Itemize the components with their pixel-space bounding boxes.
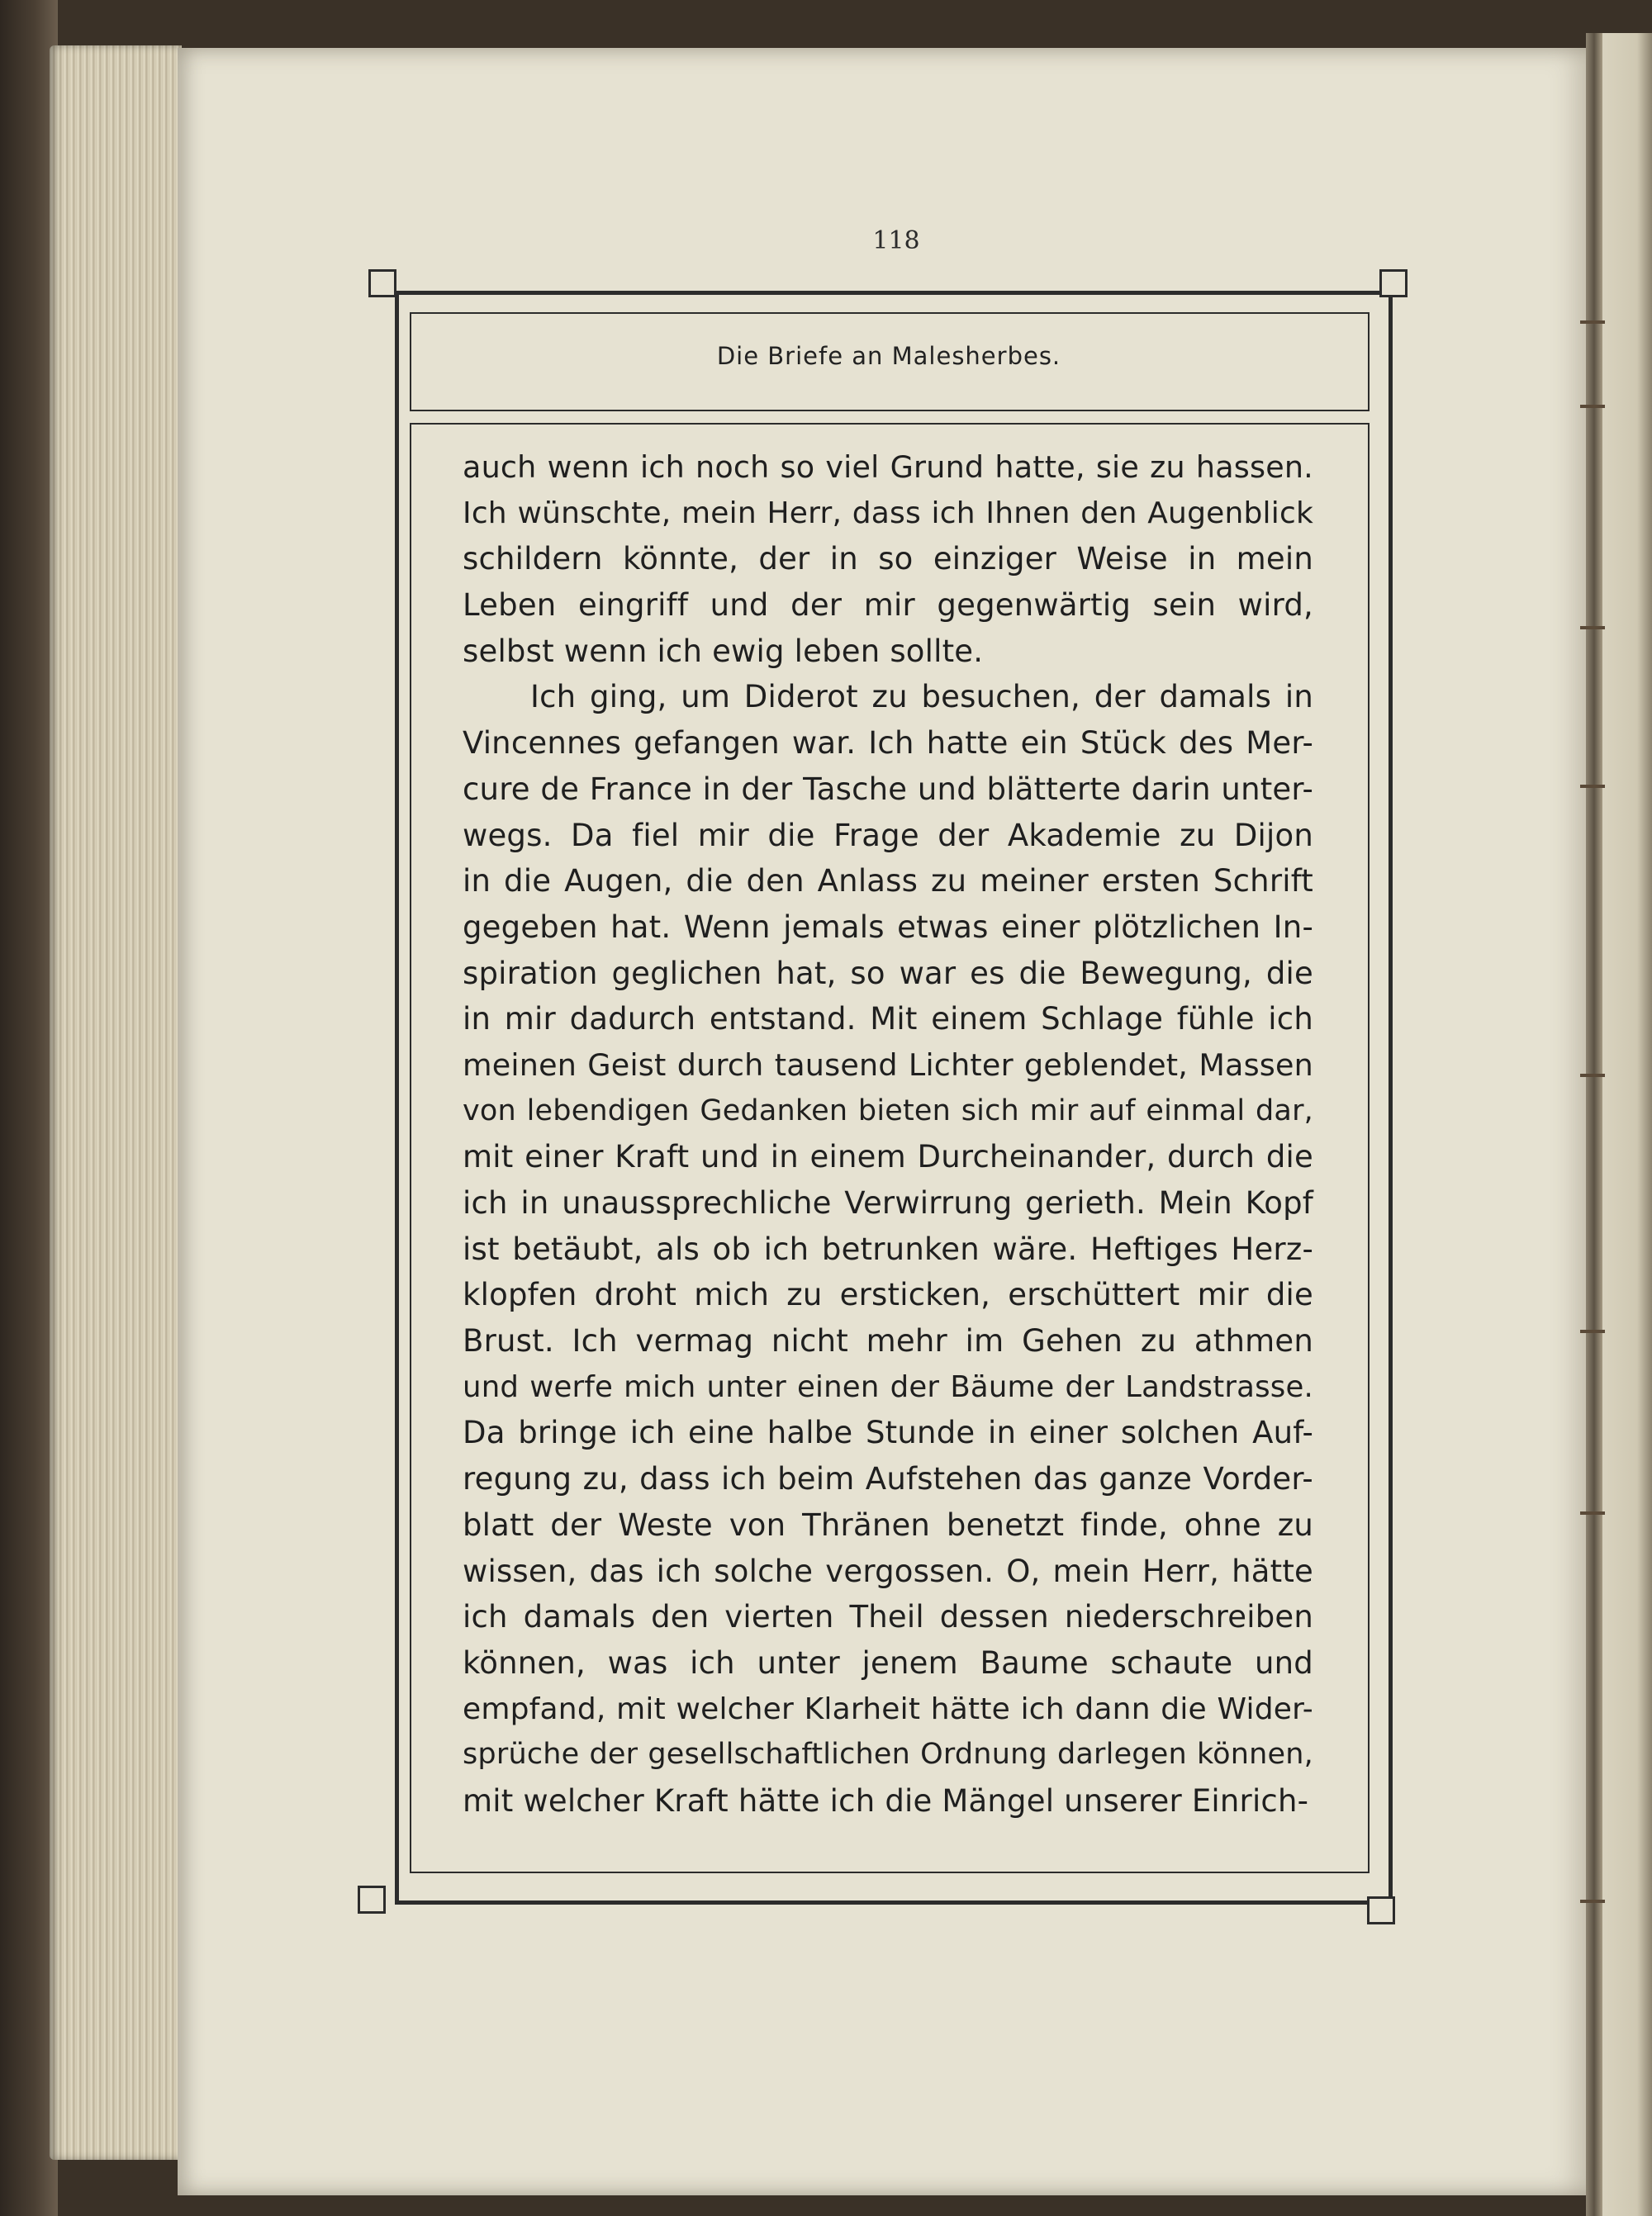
text-line: können, was ich unter jenem Baume schaute und bbox=[463, 1644, 1313, 1681]
text-line: sprüche der gesellschaftlichen Ordnung darlegen können, bbox=[463, 1738, 1313, 1772]
text-line: selbst wenn ich ewig leben sollte. bbox=[463, 633, 984, 669]
binding-thread-mark bbox=[1580, 320, 1605, 324]
text-line: mit einer Kraft und in einem Durcheinander, durch die bbox=[463, 1139, 1313, 1175]
text-line: Vincennes gefangen war. Ich hatte ein Stück des Mer- bbox=[463, 725, 1313, 762]
binding-thread-mark bbox=[1580, 405, 1605, 408]
text-line: ich damals den vierten Theil dessen niederschreiben bbox=[463, 1599, 1313, 1635]
text-line: wegs. Da fiel mir die Frage der Akademie zu Dijon bbox=[463, 817, 1313, 853]
binding-thread-mark bbox=[1580, 1074, 1605, 1077]
text-line: auch wenn ich noch so viel Grund hatte, sie zu hassen. bbox=[463, 449, 1313, 485]
book-gutter bbox=[1586, 33, 1602, 2216]
frame-corner-top-right bbox=[1379, 269, 1408, 297]
text-line: und werfe mich unter einen der Bäume der Landstrasse. bbox=[463, 1369, 1313, 1404]
running-head: Die Briefe an Malesherbes. bbox=[716, 342, 1061, 370]
frame-corner-top-left bbox=[368, 269, 396, 297]
binding-thread-mark bbox=[1580, 626, 1605, 629]
book-page-edges bbox=[50, 45, 182, 2160]
text-line: wissen, das ich solche vergossen. O, mein Herr, hätte bbox=[463, 1553, 1313, 1589]
text-line: ist betäubt, als ob ich betrunken wäre. Heftiges Herz- bbox=[463, 1231, 1313, 1267]
frame-corner-bottom-left bbox=[358, 1886, 386, 1914]
facing-page-edge bbox=[1602, 33, 1652, 2216]
text-line: schildern könnte, der in so einziger Weise in mein bbox=[463, 541, 1313, 577]
text-line: Brust. Ich vermag nicht mehr im Gehen zu athmen bbox=[463, 1323, 1313, 1359]
text-line: Ich ging, um Diderot zu besuchen, der damals in bbox=[530, 679, 1313, 715]
text-line: in mir dadurch entstand. Mit einem Schlage fühle ich bbox=[463, 1001, 1313, 1037]
text-line: Ich wünschte, mein Herr, dass ich Ihnen den Augenblick bbox=[463, 496, 1313, 530]
text-line: regung zu, dass ich beim Aufstehen das ganze Vorder- bbox=[463, 1461, 1313, 1497]
binding-thread-mark bbox=[1580, 1511, 1605, 1515]
text-line: mit welcher Kraft hätte ich die Mängel unserer Einrich- bbox=[463, 1782, 1309, 1819]
binding-thread-mark bbox=[1580, 1900, 1605, 1903]
text-line: blatt der Weste von Thränen benetzt finde, ohne zu bbox=[463, 1507, 1313, 1543]
text-line: Da bringe ich eine halbe Stunde in einer solchen Auf- bbox=[463, 1415, 1313, 1451]
text-line: empfand, mit welcher Klarheit hätte ich dann die Wider- bbox=[463, 1692, 1313, 1726]
text-line: spiration geglichen hat, so war es die Bewegung, die bbox=[463, 955, 1313, 991]
body-text bbox=[463, 444, 1313, 1825]
text-line: von lebendigen Gedanken bieten sich mir auf einmal dar, bbox=[463, 1094, 1313, 1127]
text-line: cure de France in der Tasche und blätterte darin unter- bbox=[463, 771, 1313, 807]
text-line: in die Augen, die den Anlass zu meiner ersten Schrift bbox=[463, 863, 1313, 899]
text-line: meinen Geist durch tausend Lichter geblendet, Massen bbox=[463, 1046, 1313, 1083]
binding-thread-mark bbox=[1580, 785, 1605, 788]
text-line: ich in unaussprechliche Verwirrung gerieth. Mein Kopf bbox=[463, 1185, 1313, 1221]
frame-corner-bottom-right bbox=[1367, 1896, 1395, 1924]
text-line: gegeben hat. Wenn jemals etwas einer plötzlichen In- bbox=[463, 909, 1313, 945]
text-line: Leben eingriff und der mir gegenwärtig sein wird, bbox=[463, 587, 1313, 624]
page-number: 118 bbox=[872, 226, 920, 255]
binding-thread-mark bbox=[1580, 1330, 1605, 1333]
text-line: klopfen droht mich zu ersticken, erschüttert mir die bbox=[463, 1277, 1313, 1313]
